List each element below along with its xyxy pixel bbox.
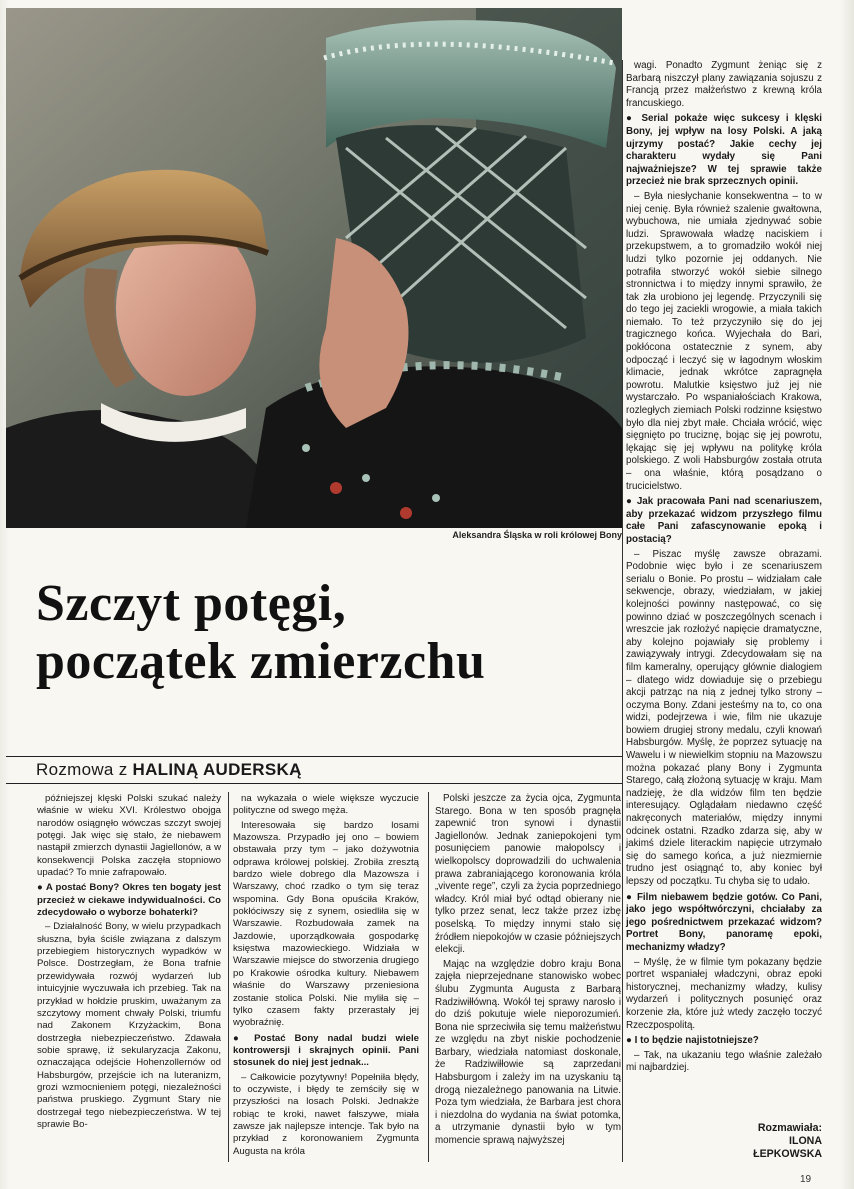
article-photo (6, 8, 622, 528)
interview-question: ● I to będzie najistotniejsze? (626, 1035, 822, 1048)
byline-prefix: Rozmowa z (36, 760, 133, 779)
interview-question: ● Serial pokaże więc sukcesy i klęski Bony, jej wpływ na losy Polski. A jaką ujrzymy postać? Jakie cechy jej charakteru wydały się Pani najważniejsze? W tej sprawie także przecież nie brak sprzecznych opinii. (626, 113, 822, 189)
byline-rule-bottom (6, 783, 622, 784)
article-headline (36, 575, 626, 691)
paragraph: – Tak, na ukazaniu tego właśnie zależało mi najbardziej. (626, 1049, 822, 1074)
interview-question: ● Film niebawem będzie gotów. Co Pani, jako jego współtwórczyni, chciałaby za jego pośrednictwem przekazać widzom? Portret Bony, panoramę epoki, mechanizmy władzy? (626, 892, 822, 955)
column-divider-3 (622, 60, 623, 1162)
byline (36, 760, 622, 780)
page-number: 19 (800, 1174, 812, 1185)
paragraph: na wykazała o wiele większe wyczucie polityczne od swego męża. (233, 793, 419, 817)
headline-line-1: Szczyt potęgi, (36, 575, 347, 632)
column-divider-2 (428, 792, 429, 1162)
article-column-1 (37, 793, 221, 1133)
paragraph: Mając na względzie dobro kraju Bona zajęła nieprzejednane stanowisko wobec ślubu Zygmunta Augusta z Barbarą Radziwiłłówną. Wokół tej sprawy narosło i do dziś pokutuje wiele nieporozumień. Bona nie sprzeciwiła się temu małżeństwu ze względu na zbyt niskie pochodzenie Barbary, wiedziała natomiast doskonale, że Radziwiłłowie są zaprzedani Habsburgom i zależy im na uzyskaniu tą drogą niezależnego panowania na Litwie. Poza tym wiedziała, że Barbara jest chora i niezdolna do wydania na świat potomka, a utrzymanie dynastii było w tym momencie sprawą najwyższej (435, 958, 621, 1147)
paragraph: – Całkowicie pozytywny! Popełniła błędy, to oczywiste, i błędy te zemściły się w przyszłości na losach Polski. Jednakże robiąc te kroki, nawet fałszywe, miała zawsze jak najlepsze intencje. Tak było na przykład z koronowaniem Zygmunta Augusta na króla (233, 1071, 419, 1157)
paragraph: – Była niesłychanie konsekwentna – to w niej cenię. Była również szalenie gwałtowna, wybuchowa, nie umiała zjednywać sobie ludzi. Sprawowała władzę naciskiem i przekupstwem, a to gromadziło wokół niej ludzi tylko pozornie jej oddanych. Nie potrafiła stworzyć wokół siebie silnego stronnictwa i to między innymi sprawiło, że tak zła urobiono jej legendę. Przyczynili się do tego jej zaciekli wrogowie, a miała takich niemało. To też przyczyniło się do jej tragicznego końca. Wyjechała do Bari, pokłócona ostatecznie z synem, aby odpocząć i leczyć się w łagodnym włoskim klimacie, jednak wkrótce zapragnęła powrotu. Malutkie księstwo już jej nie wystarczało. Po wspaniałościach Krakowa, rozległych ziemiach Polski rodzinne księstwo było dla niej zbyt małe. Chciała wrócić, więc sięgnięto po truciznę, bojąc się jej powrotu, lękając się jej wpływu na politykę króla polskiego. Z woli Habsburgów została otruta – ona właśnie, którą posądzano o trucicielstwo. (626, 190, 822, 492)
interview-question: ● Postać Bony nadal budzi wiele kontrowersji i skrajnych opinii. Pani stosunek do niej jest jednak... (233, 1033, 419, 1070)
interview-question: ● A postać Bony? Okres ten bogaty jest przecież w ciekawe indywidualności. Co zdecydowało o wyborze bohaterki? (37, 882, 221, 919)
column-divider-1 (228, 792, 229, 1162)
signoff-first-name: ILONA (789, 1135, 822, 1147)
paragraph: – Myślę, że w filmie tym pokazany będzie portret wspaniałej władczyni, obraz epoki historycznej, mechanizmy władzy, kulisy wydarzeń i politycznych posunięć oraz korzenie zła, które już wtedy zaczęło toczyć Rzeczpospolitą. (626, 956, 822, 1031)
interviewer-signoff (700, 1122, 822, 1161)
paragraph: Polski jeszcze za życia ojca, Zygmunta Starego. Bona w ten sposób pragnęła zapewnić tron synowi i dynastii Jagiellonów. Jednak zaniepokojeni tym posunięciem panowie małopolscy i wielkopolscy doprowadzili do uchwalenia prawa zabraniającego koronowania króla „vivente rege”, czyli za życia poprzedniego władcy. Król miał być odtąd obierany nie tylko przez senat, lecz także przez izbę poselską. To między innymi stało się źródłem niepokojów w czasie późniejszych elekcji. (435, 793, 621, 956)
photo-caption: Aleksandra Śląska w roli królowej Bony (452, 530, 622, 540)
article-column-2 (233, 793, 419, 1160)
signoff-label: Rozmawiała: (757, 1122, 822, 1134)
byline-rule-top (6, 756, 622, 757)
article-column-4 (626, 60, 822, 1077)
paragraph: Interesowała się bardzo losami Mazowsza. Przypadło jej ono – bowiem obstawała przy tym – jako dożywotnia odprawa królowej polskiej. Zrobiła zresztą bardzo wiele dobrego dla Mazowsza i Warszawy, choć rzadko o tym się teraz wspomina. Gdy Bona opuściła Kraków, pokłóciwszy się z synem, osiedliła się w Warszawie. Rozbudowała zamek na Jazdowie, uporządkowała gospodarkę księstwa mazowieckiego. Widziała w Warszawie miejsce do stworzenia drugiego po Krakowie ośrodka kultury. Niebawem właśnie do Warszawy przeniesiona zostanie stolica Polski. Nie myliła się – tylko czasem fakty przerastały jej wyobraźnię. (233, 819, 419, 1029)
paragraph: – Piszac myślę zawsze obrazami. Podobnie więc było i ze scenariuszem serialu o Bonie. Po prostu – widziałam całe sekwencje, obrazy, wiedziałam, w jakiej kolejności powinny następować, co się powinno dziać w poszczególnych scenach i wreszcie jak rozłożyć napięcie dramatyczne, aby kolejno pojawiały się problemy i zawiązywały intrygi. Zdecydowałam się na film kameralny, operujący głównie dialogiem – dlatego widz dowiaduje się o przebiegu akcji patrząc na nią z jednej tylko strony – oczyma Bony. Zdani jesteśmy na to, co ona widzi, podejrzewa i wie, film nie ukazuje bowiem drugiej strony medalu, czyli knowań Habsburgów. Myślę, że poprzez sytuację na Wawelu i w niewielkim stopniu na Mazowszu można pokazać plany Bony i Zygmunta Starego, całą złożoną sytuację w kraju. Mam nadzieję, że dla widzów film ten będzie interesujący. Oglądałam niedawno część nakręconych materiałów, między innymi odcinek ostatni. Rzadko zdarza się, aby w jakimś dziele literackim napięcie utrzymało się do samego końca, a już niezmiernie trudno jest osiągnąć to, aby koniec był lepszy od początku. Tu chyba się to udało. (626, 548, 822, 887)
headline-line-2: początek zmierzchu (36, 633, 486, 690)
byline-name: HALINĄ AUDERSKĄ (132, 760, 302, 779)
interview-question: ● Jak pracowała Pani nad scenariuszem, aby przekazać widzom przyszłego filmu całe Pani zafascynowanie epoką i postacią? (626, 496, 822, 546)
article-column-3 (435, 793, 621, 1150)
signoff-last-name: ŁEPKOWSKA (753, 1148, 822, 1160)
paragraph: późniejszej klęski Polski szukać należy właśnie w wieku XVI. Królestwo obojga narodów osiągnęło wówczas szczyt swojej potęgi. Jak więc się stało, że niebawem nastąpił zmierzch dynastii Jagiellonów, a w konsekwencji Polska zaczęła stopniowo upadać? To mnie zafrapowało. (37, 793, 221, 879)
paragraph: wagi. Ponadto Zygmunt żeniąc się z Barbarą niszczył plany zawiązania sojuszu z Francją przez małżeństwo z krewną króla francuskiego. (626, 60, 822, 109)
paragraph: – Działalność Bony, w wielu przypadkach słuszna, była ściśle związana z dalszym przebiegiem historycznych wypadków w Polsce. Dostrzegłam, że Bona trafnie przewidywała rozwój wydarzeń lub intuicyjnie wyczuwała ich przebieg. Tak na przykład w hołdzie pruskim, uważanym za szczytowy moment chwały Polski, triumfu nad Zakonem Krzyżackim, Bona dostrzegła niebezpieczeństwo. Zdawała sobie sprawę, iż sekularyzacja Zakonu, oznaczająca odejście Hohenzollernów od Habsburgów, przejście ich na luteranizm, grozi wzmocnieniem potęgi, niezależności państwa pruskiego. Zygmunt Stary nie dostrzegał tego niebezpieczeństwa. W tej sprawie Bo- (37, 921, 221, 1130)
